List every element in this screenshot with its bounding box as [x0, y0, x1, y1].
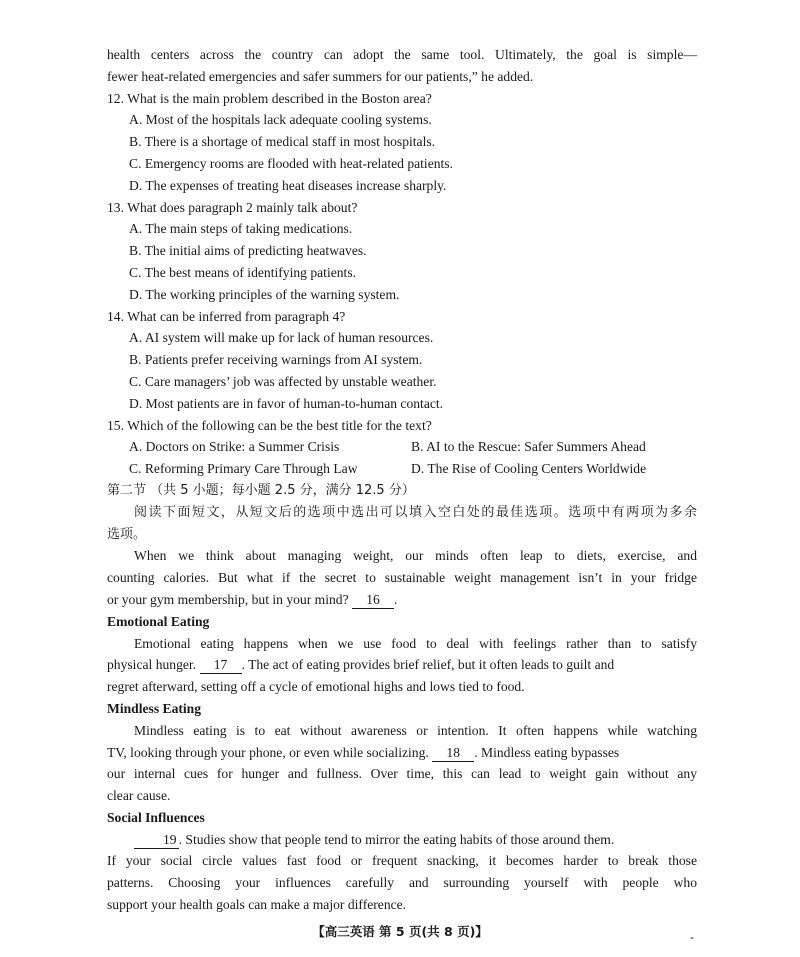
- passage-p3-line-2-pre: TV, looking through your phone, or even while socializing.: [107, 744, 429, 760]
- blank-18[interactable]: 18: [432, 745, 474, 762]
- passage-p4-line-2: If your social circle values fast food or frequent snacking, it becomes harder to break those: [107, 853, 697, 869]
- section-2-title: 第二节 （共 5 小题；每小题 2.5 分，满分 12.5 分）: [107, 482, 415, 498]
- passage-p1-line-1: When we think about managing weight, our minds often leap to diets, exercise, and: [134, 548, 697, 564]
- heading-social-influences: Social Influences: [107, 809, 205, 825]
- passage-p1-line-3-text: or your gym membership, but in your mind?: [107, 591, 349, 607]
- question-13-option-d: D. The working principles of the warning system.: [129, 286, 400, 302]
- question-15-options-row-2: [107, 458, 697, 480]
- blank-16[interactable]: 16: [352, 592, 394, 609]
- passage-p2-line-2-post: . The act of eating provides brief relief, but it often leads to guilt and: [241, 657, 615, 673]
- passage-p4-line-4: support your health goals can make a major difference.: [107, 897, 407, 913]
- question-12-option-b: B. There is a shortage of medical staff in most hospitals.: [129, 134, 436, 150]
- question-12-option-c: C. Emergency rooms are flooded with heat-related patients.: [129, 155, 453, 171]
- question-15-option-c: C. Reforming Primary Care Through Law: [129, 461, 358, 477]
- passage-p3-line-4: clear cause.: [107, 788, 171, 804]
- question-14-option-d: D. Most patients are in favor of human-to-human contact.: [129, 395, 444, 411]
- passage-p4-line-1: [107, 829, 697, 851]
- passage-p2-line-3: regret afterward, setting off a cycle of emotional highs and lows tied to food.: [107, 679, 525, 695]
- passage-p3-line-3: our internal cues for hunger and fullness. Over time, this can lead to weight gain without any: [107, 766, 697, 782]
- passage-p1-line-2: counting calories. But what if the secret to sustainable weight management isn’t in your fridge: [107, 570, 697, 586]
- question-13-option-a: A. The main steps of taking medications.: [129, 221, 353, 237]
- question-12-option-a: A. Most of the hospitals lack adequate cooling systems.: [129, 112, 432, 128]
- question-15-stem: 15. Which of the following can be the best title for the text?: [107, 417, 432, 433]
- passage-p3-line-2: [107, 742, 697, 764]
- intro-line-2: fewer heat-related emergencies and safer summers for our patients,” he added.: [107, 68, 534, 84]
- question-12-option-d: D. The expenses of treating heat diseases increase sharply.: [129, 177, 447, 193]
- passage-p4-line-1-post: . Studies show that people tend to mirror the eating habits of those around them.: [178, 831, 615, 847]
- passage-p2-line-1: Emotional eating happens when we use food to deal with feelings rather than to satisfy: [134, 635, 697, 651]
- corner-mark: -: [690, 930, 694, 944]
- passage-p2-line-2: [107, 654, 697, 676]
- question-14-option-a: A. AI system will make up for lack of human resources.: [129, 330, 434, 346]
- question-15-option-d: D. The Rise of Cooling Centers Worldwide: [411, 461, 647, 477]
- question-13-option-b: B. The initial aims of predicting heatwaves.: [129, 243, 367, 259]
- question-15-option-a: A. Doctors on Strike: a Summer Crisis: [129, 439, 340, 455]
- passage-p4-line-3: patterns. Choosing your influences carefully and surrounding yourself with people who: [107, 875, 697, 891]
- passage-p3-line-2-post: . Mindless eating bypasses: [474, 744, 620, 760]
- passage-p3-line-1: Mindless eating is to eat without awareness or intention. It often happens while watching: [134, 722, 697, 738]
- intro-line-1: health centers across the country can adopt the same tool. Ultimately, the goal is simple—: [107, 47, 697, 62]
- passage-p2-line-2-pre: physical hunger.: [107, 657, 197, 673]
- blank-19[interactable]: 19: [134, 832, 179, 849]
- exam-page: [107, 44, 697, 916]
- passage-p1-line-3: or your gym membership, but in your mind? 16 .: [107, 591, 398, 607]
- question-14-option-c: C. Care managers’ job was affected by unstable weather.: [129, 373, 437, 389]
- question-15-option-b: B. AI to the Rescue: Safer Summers Ahead: [411, 439, 646, 455]
- section-2-instruction-line-1: 阅读下面短文，从短文后的选项中选出可以填入空白处的最佳选项。选项中有两项为多余: [134, 504, 697, 520]
- page-footer: 【高三英语 第 5 页(共 8 页)】: [312, 924, 488, 939]
- question-14-option-b: B. Patients prefer receiving warnings from AI system.: [129, 352, 423, 368]
- blank-17[interactable]: 17: [200, 657, 242, 674]
- question-13-option-c: C. The best means of identifying patients.: [129, 264, 357, 280]
- question-13-stem: 13. What does paragraph 2 mainly talk about?: [107, 199, 358, 215]
- question-12-stem: 12. What is the main problem described in the Boston area?: [107, 90, 432, 106]
- heading-mindless-eating: Mindless Eating: [107, 700, 202, 716]
- question-15-options-row-1: [107, 436, 697, 458]
- section-2-instruction-line-2: 选项。: [107, 526, 147, 542]
- heading-emotional-eating: Emotional Eating: [107, 613, 210, 629]
- question-14-stem: 14. What can be inferred from paragraph 4?: [107, 308, 346, 324]
